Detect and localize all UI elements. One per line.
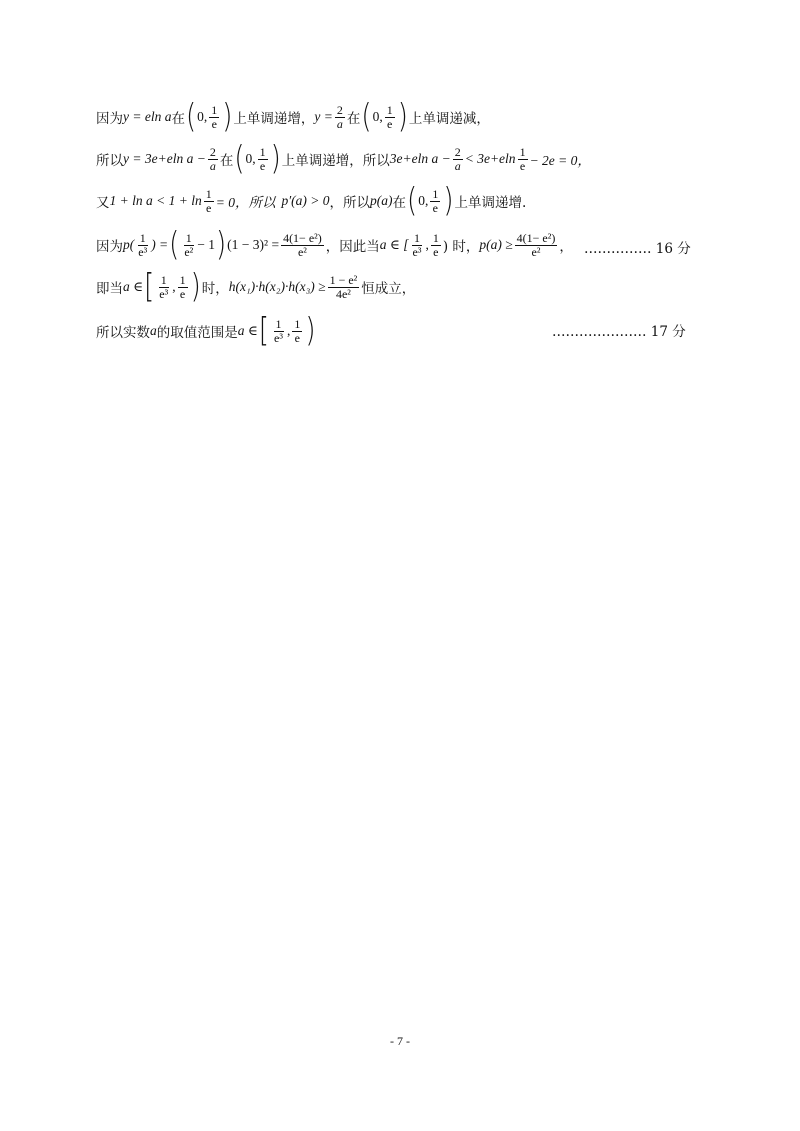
left-paren: ( [407, 182, 418, 220]
text: 所以实数 [96, 325, 150, 342]
interval-start: 0, [245, 151, 256, 167]
interval-start: 0, [418, 193, 429, 209]
math-expr: a ∈ [ [379, 237, 409, 253]
line-6: 所以实数 a 的取值范围是 a ∈ [ $\frac{1}{\text{e³}}$ , $\frac{1}{e}$ ) [96, 312, 316, 350]
left-paren: ( [169, 226, 180, 264]
math-expr: a ∈ [237, 323, 258, 339]
right-paren: ) [305, 312, 316, 350]
text: 在 [171, 111, 185, 128]
math-expr: y = 3e+eln a − [123, 151, 206, 167]
text: 因为 [96, 111, 123, 128]
score-16: …………… 16 分 [584, 241, 691, 257]
text: 因为 [96, 239, 123, 256]
text: ) 时， [442, 239, 480, 256]
left-bracket: [ [144, 268, 155, 306]
page-number: - 7 - [390, 1034, 410, 1048]
line-3 [96, 182, 527, 220]
fraction: $\frac{1}{e}$ [294, 317, 301, 345]
math-expr: (1 − 3)² = [227, 237, 280, 253]
score-17: ………………… 17 分 [552, 324, 686, 340]
math-expr: p(a) ≥ [479, 237, 513, 253]
text: 又 [96, 195, 110, 212]
fraction: $\frac{1}{\text{e³}}$ [274, 317, 283, 345]
line-4: 因为 p( $\frac{1}{\text{e³}}$ ) = ( $\frac{1}{\text{e²}}$ − 1 ) (1 − 3)² = $\frac{\text{4(1− e²)}}{\text{e²}}$ ，因此当 a ∈ [ $\frac{1}{\text{e³}}$ , $\frac{1}{e}$ ) 时， p(a) ≥ $\frac{\text{4(1− e²)}}{\text{e²}}$ ， [96, 226, 573, 264]
fraction: $\frac{\text{1 − e²}}{\text{4e²}}$ [329, 273, 358, 301]
math-expr: a [150, 323, 157, 339]
fraction: $\frac{1}{e}$ [386, 103, 393, 131]
text: 恒成立， [361, 281, 416, 298]
fraction: $\frac{1}{e}$ [211, 103, 218, 131]
fraction: $\frac{2}{a}$ [454, 145, 461, 173]
math-expr: p( [123, 237, 135, 253]
right-paren: ) [216, 226, 227, 264]
text: 在 [346, 111, 361, 128]
text: 在 [219, 153, 234, 170]
fraction: $\frac{1}{e}$ [432, 231, 439, 259]
line-2 [96, 140, 591, 178]
left-bracket: [ [258, 312, 270, 350]
text: 即当 [96, 281, 123, 298]
math-expr: − 1 [197, 237, 216, 253]
fraction: $\frac{1}{e}$ [432, 187, 439, 215]
math-expr: 1 + ln a < 1 + ln [109, 193, 202, 209]
fraction: $\frac{1}{\text{e³}}$ [159, 273, 169, 301]
left-paren: ( [234, 140, 245, 178]
math-expr: < 3e+eln [464, 151, 516, 167]
fraction: $\frac{1}{\text{e³}}$ [412, 231, 422, 259]
line-5: 即当 a ∈ [ $\frac{1}{\text{e³}}$ , $\frac{1}{e}$ ) 时， h(x₁)·h(x₂)·h(x₃) ≥ $\frac{\text{1 − e²}}{\text{4e²}}$ 恒成立， [96, 268, 416, 306]
fraction: $\frac{1}{e}$ [519, 145, 526, 173]
text: ，因此当 [325, 239, 380, 256]
text: 在 [392, 195, 407, 212]
interval-start: 0, [197, 109, 208, 125]
text: 时， [201, 281, 229, 298]
fraction: $\frac{1}{e}$ [179, 273, 186, 301]
right-paren: ) [443, 182, 454, 220]
text: ，所以 [329, 195, 371, 212]
fraction: $\frac{1}{\text{e³}}$ [138, 231, 148, 259]
math-expr: p(a) [370, 193, 393, 209]
text: 上单调递增. [454, 195, 527, 212]
right-paren: ) [222, 98, 233, 136]
math-expr: 3e+eln a − [389, 151, 451, 167]
fraction: $\frac{2}{a}$ [209, 145, 216, 173]
math-expr: = 0，所以 [215, 195, 276, 211]
left-paren: ( [185, 98, 197, 136]
right-paren: ) [397, 98, 408, 136]
math-expr: y = eln a [123, 109, 172, 125]
text: 所以 [96, 153, 123, 170]
fraction: $\frac{2}{a}$ [336, 103, 343, 131]
left-paren: ( [361, 98, 372, 136]
right-paren: ) [270, 140, 281, 178]
text: 的取值范围是 [156, 325, 238, 342]
math-expr: − 2e = 0， [529, 153, 591, 169]
fraction: $\frac{\text{4(1− e²)}}{\text{e²}}$ [283, 231, 322, 259]
math-expr: h(x₁)·h(x₂)·h(x₃) ≥ [228, 279, 326, 295]
fraction: $\frac{1}{e}$ [259, 145, 266, 173]
fraction: $\frac{1}{\text{e²}}$ [184, 231, 194, 259]
fraction: $\frac{1}{e}$ [205, 187, 212, 215]
line-1 [96, 98, 490, 136]
math-expr: y = [314, 109, 333, 125]
math-expr: ) = [151, 237, 169, 253]
text: 上单调递减， [408, 111, 490, 128]
interval-start: 0, [372, 109, 383, 125]
math-expr: p′(a) > 0 [281, 193, 330, 209]
text: 上单调递增，所以 [281, 153, 390, 170]
right-paren: ) [190, 268, 201, 306]
text: 上单调递增， [233, 111, 315, 128]
fraction: $\frac{\text{4(1− e²)}}{\text{e²}}$ [516, 231, 556, 259]
math-expr: a ∈ [123, 279, 144, 295]
